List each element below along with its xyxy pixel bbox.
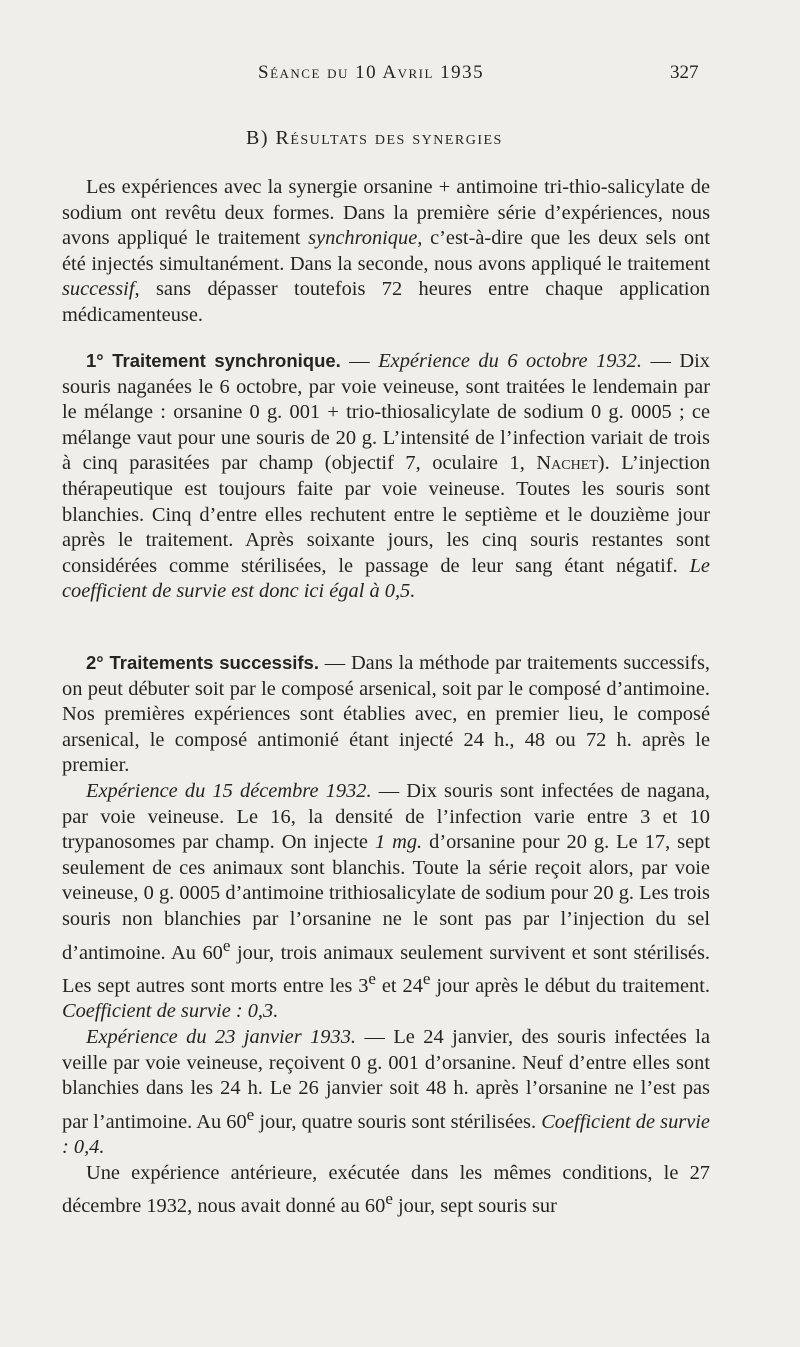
body-text: ). L’injection thérapeutique est toujours faite par voie veineuse. Toutes les souris sont blanchies. Cinq d’entre elles rechutent entre le septième et le douzième jour après le traitement. Après soixante jours, les cinq souris restantes sont considérées comme stérilisées, le passage de leur sang étant négatif. [62,452,710,577]
superscript: e [246,1104,255,1124]
experiment-title: Expérience du 23 janvier 1933. [86,1025,356,1048]
intro-emphasis: synchronique, [308,227,423,250]
experiment-23-jan-paragraph [62,1025,710,1161]
running-head [0,62,800,90]
successifs-paragraph [62,650,710,779]
body-text: jour après le début du traitement. [430,974,710,997]
section-title: B) Résultats des synergies [246,127,503,149]
body-text: — Dix souris naganées le 6 octobre, par voie veineuse, sont traitées le lendemain par le mélange : orsanine 0 g. 001 + trio-thiosalicylate de sodium 0 g. 0005 ; ce mélange vaut pour une souris de 20 g. L’intensité de l’infection variait de trois à cinq parasitées par champ (objectif 7, oculaire 1, [62,350,710,475]
experiment-title: Expérience du 15 décembre 1932. [86,779,372,802]
author-name: Nachet [536,452,598,475]
synchronique-paragraph [62,348,710,605]
experiment-15-dec-paragraph [62,779,710,1025]
body-text: — Dans la méthode par traitements successifs, on peut débuter soit par le composé arsenical, soit par le composé d’antimoine. Nos premières expériences sont établies avec, en premier lieu, le composé arsenical, le composé antimonié étant injecté 24 h., 48 ou 72 h. après le premier. [62,652,710,777]
successifs-section [62,650,710,1220]
body-text: jour, quatre souris sont stérilisées. [254,1110,542,1133]
page-number: 327 [670,62,699,83]
intro-text: Les expériences avec la synergie orsanine + antimoine tri-thio-salicylate de sodium ont revêtu deux formes. Dans la première série d’expériences, nous avons appliqué le traitement [62,176,710,250]
coefficient-text: Coefficient de survie : 0,3. [62,1000,279,1023]
body-text: — Dix souris sont infectées de nagana, par voie veineuse. Le 16, la densité de l’infection varie entre 3 et 10 trypanosomes par champ. On injecte [62,779,710,854]
intro-paragraph [62,175,710,329]
body-text: Une expérience antérieure, exécutée dans les mêmes conditions, le 27 décembre 1932, nous avait donné au 60 [62,1161,710,1218]
intro-text: sans dépasser toutefois 72 heures entre chaque application médicamenteuse. [62,278,710,326]
superscript: e [368,968,376,988]
body-text: jour, sept souris sur [392,1195,557,1218]
dash: — [340,350,379,372]
body-text: jour, trois animaux seulement survivent et sont stérilisés. Les sept autres sont morts entre les 3 [62,941,711,997]
successifs-heading: 2° Traitements successifs. [86,652,319,673]
body-text: d’orsanine pour 20 g. Le 17, sept seulement de ces animaux sont blanchis. Toute la série reçoit alors, par voie veineuse, 0 g. 0005 d’antimoine trithiosalicylate de sodium pour 20 g. Les trois souris non blanchies par l’orsanine ne le sont pas par l’injection du sel d’antimoine. Au 60 [62,831,710,964]
dose-text: 1 mg. [374,831,423,854]
experiment-27-dec-paragraph [62,1161,710,1220]
superscript: e [422,968,431,988]
body-text: et 24 [375,974,423,997]
intro-emphasis: successif, [62,278,140,301]
conclusion-text: Le coefficient de survie est donc ici égal à 0,5. [62,554,710,603]
superscript: e [385,1189,393,1209]
body-text: — Le 24 janvier, des souris infectées la veille par voie veineuse, reçoivent 0 g. 001 d’orsanine. Neuf d’entre elles sont blanchies dans les 24 h. Le 26 janvier soit 48 h. après l’orsanine ne l’est pas par l’antimoine. Au 60 [62,1025,710,1133]
coefficient-text: Coefficient de survie : 0,4. [62,1110,710,1159]
synchronique-heading: 1° Traitement synchronique. [86,350,341,371]
running-head-title: Séance du 10 Avril 1935 [258,62,485,83]
experiment-title: Expérience du 6 octobre 1932. [378,350,642,372]
intro-text: c’est-à-dire que les deux sels ont été injectés simultanément. Dans la seconde, nous avons appliqué le traitement [62,227,710,275]
superscript: e [222,935,231,955]
